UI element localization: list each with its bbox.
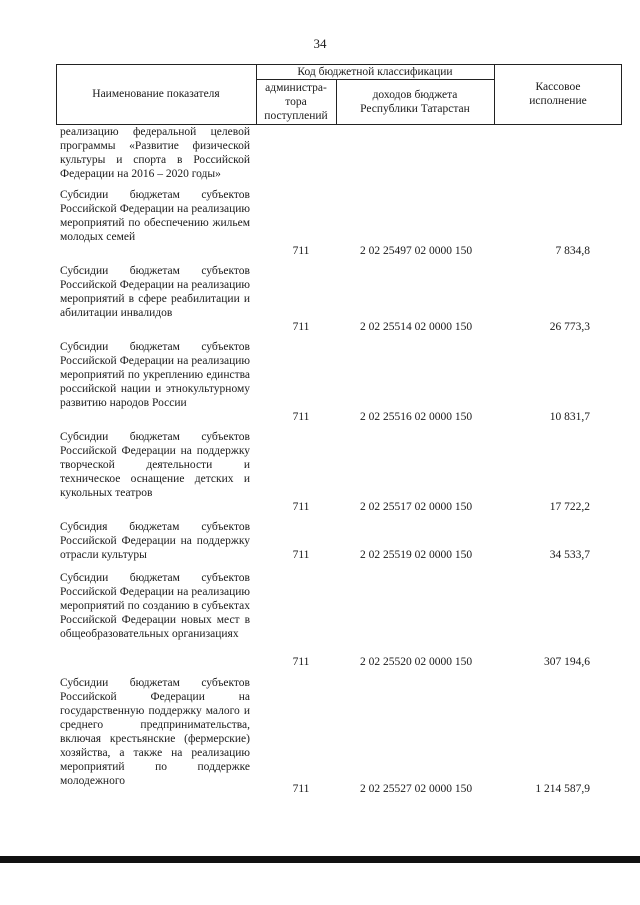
- row-admin-code: 711: [292, 321, 310, 333]
- table-row: [60, 188, 590, 260]
- row-name: Субсидии бюджетам субъектов Российской Федерации на государственную поддержку малого и среднего предпринимательства, включая крестьянские (фермерские) хозяйства, а также на реализацию мероприятий по поддержке молодежного: [60, 677, 250, 787]
- table-row: [60, 430, 590, 516]
- row-admin-code: 711: [292, 656, 310, 668]
- header-cash: Кассовое исполнение: [529, 81, 587, 107]
- header-name: Наименование показателя: [92, 88, 220, 100]
- row-income-code: 2 02 25520 02 0000 150: [359, 656, 473, 668]
- row-name: Субсидии бюджетам субъектов Российской Федерации на реализацию мероприятий по укреплению единства российской нации и этнокультурному развитию народов России: [60, 341, 250, 409]
- header-budget-classification: Код бюджетной классификации: [297, 65, 453, 78]
- table-row: [60, 676, 590, 806]
- row-income-code: 2 02 25514 02 0000 150: [359, 321, 473, 333]
- table-row: [60, 125, 590, 185]
- row-name: Субсидии бюджетам субъектов Российской Федерации на поддержку творческой деятельности и техническое оснащение детских и кукольных театров: [60, 431, 250, 499]
- row-admin-code: 711: [292, 549, 310, 561]
- page-number: 34: [313, 36, 327, 51]
- row-income-code: 2 02 25516 02 0000 150: [359, 411, 473, 423]
- header-admin: администра- тора поступлений: [264, 81, 328, 122]
- table-row: [60, 340, 590, 426]
- header-income: доходов бюджета Республики Татарстан: [360, 88, 470, 115]
- scan-edge-bar: [0, 856, 640, 863]
- row-amount: 307 194,6: [544, 656, 590, 668]
- row-amount: 1 214 587,9: [535, 783, 590, 795]
- row-name: реализацию федеральной целевой программы «Развитие физической культуры и спорта в Российской Федерации на 2016 – 2020 годы»: [60, 126, 250, 180]
- row-amount: 17 722,2: [549, 501, 590, 513]
- row-name: Субсидия бюджетам субъектов Российской Федерации на поддержку отрасли культуры: [60, 521, 250, 561]
- row-amount: 10 831,7: [549, 411, 590, 423]
- row-name: Субсидии бюджетам субъектов Российской Федерации на реализацию мероприятий по обеспечению жильем молодых семей: [60, 189, 250, 243]
- row-name: Субсидии бюджетам субъектов Российской Федерации на реализацию мероприятий в сфере реабилитации и абилитации инвалидов: [60, 265, 250, 319]
- row-income-code: 2 02 25527 02 0000 150: [359, 783, 473, 795]
- row-name: Субсидии бюджетам субъектов Российской Федерации на реализацию мероприятий по созданию в субъектах Российской Федерации новых мест в общеобразовательных организациях: [60, 572, 250, 640]
- table-header: [56, 64, 622, 124]
- row-amount: 34 533,7: [549, 549, 590, 561]
- row-income-code: 2 02 25517 02 0000 150: [359, 501, 473, 513]
- table-row: [60, 264, 590, 336]
- row-income-code: 2 02 25497 02 0000 150: [359, 245, 473, 257]
- row-admin-code: 711: [292, 245, 310, 257]
- row-amount: 26 773,3: [549, 321, 590, 333]
- row-admin-code: 711: [292, 783, 310, 795]
- row-income-code: 2 02 25519 02 0000 150: [359, 549, 473, 561]
- row-amount: 7 834,8: [555, 245, 590, 257]
- row-admin-code: 711: [292, 411, 310, 423]
- table-row: [60, 571, 590, 671]
- table-row: [60, 520, 590, 564]
- row-admin-code: 711: [292, 501, 310, 513]
